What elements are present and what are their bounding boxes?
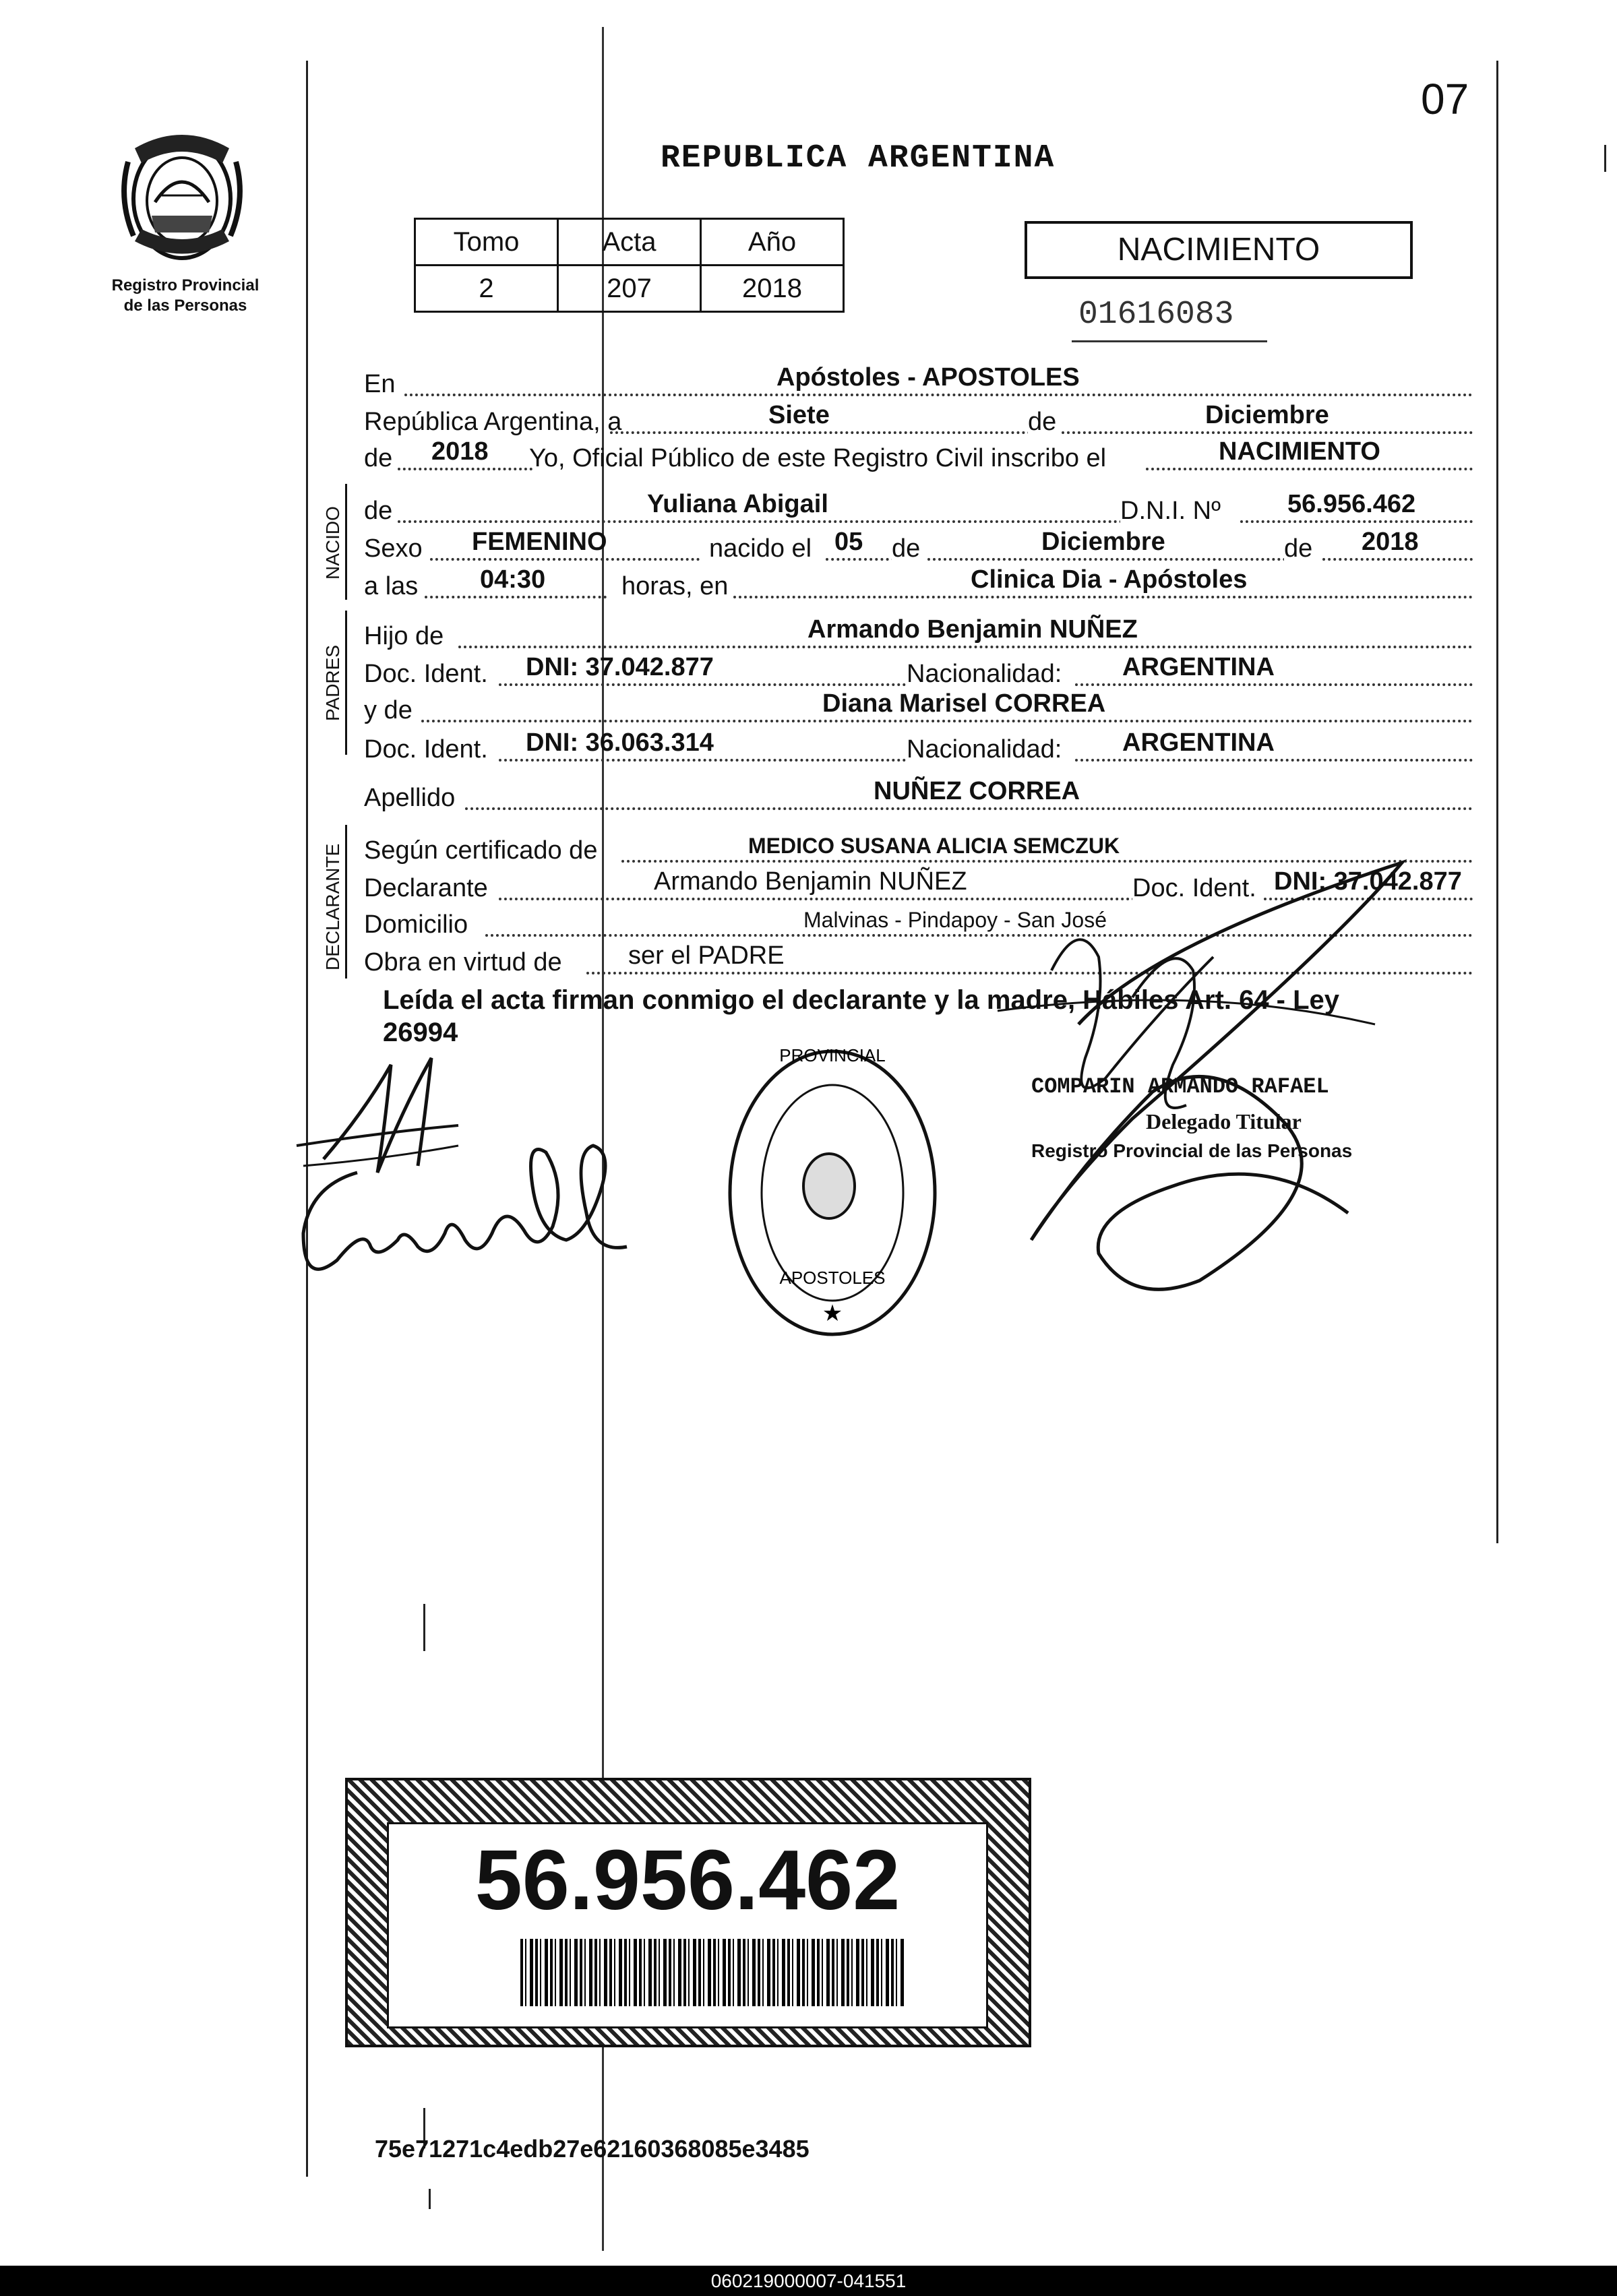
label-nacionalidad: Nacionalidad:	[907, 660, 1062, 688]
side-label-declarante: DECLARANTE	[322, 843, 343, 970]
closing-text-law: 26994	[383, 1018, 458, 1047]
value-name: Yuliana Abigail	[647, 490, 828, 518]
row-hijo	[364, 615, 1473, 654]
row-nombre	[364, 489, 1473, 528]
dots	[398, 520, 1139, 523]
seal-text-top: PROVINCIAL	[779, 1045, 886, 1065]
official-stamp-title: Delegado Titular	[1146, 1109, 1302, 1134]
serial-number: 01616083	[1078, 297, 1234, 333]
label-de2: de	[364, 444, 393, 472]
label-domicilio: Domicilio	[364, 910, 468, 939]
label-nacionalidad2: Nacionalidad:	[907, 735, 1062, 764]
nacido-bracket	[345, 484, 347, 600]
padres-bracket	[345, 611, 347, 755]
value-father: Armando Benjamin NUÑEZ	[807, 615, 1138, 644]
province-logo	[115, 121, 249, 270]
row-y-de	[364, 689, 1473, 728]
dots	[404, 394, 1473, 396]
label-sexo: Sexo	[364, 534, 423, 563]
dots	[430, 558, 700, 561]
dots	[1075, 683, 1473, 686]
page-number: 07	[1421, 75, 1469, 123]
value-father-doc: DNI: 37.042.877	[526, 653, 714, 681]
margin-tick	[1604, 145, 1606, 172]
value-inscribo: NACIMIENTO	[1219, 437, 1380, 466]
tomo-acta-anio-table	[414, 218, 845, 313]
table-value-tomo: 2	[415, 266, 558, 312]
label-de5: de	[1284, 534, 1313, 563]
dots	[425, 596, 607, 598]
label-horas-en: horas, en	[621, 572, 729, 600]
table-header-tomo: Tomo	[415, 219, 558, 266]
value-mother-nat: ARGENTINA	[1122, 728, 1275, 757]
label-dni: D.N.I. Nº	[1120, 497, 1221, 525]
row-year	[364, 437, 1473, 476]
value-domicilio: Malvinas - Pindapoy - San José	[803, 908, 1107, 932]
value-sexo: FEMENINO	[472, 528, 607, 556]
dots	[499, 759, 917, 762]
dots	[465, 807, 1473, 810]
table-value-acta: 207	[558, 266, 701, 312]
dots	[458, 646, 1473, 648]
value-father-nat: ARGENTINA	[1122, 653, 1275, 681]
document-hash: 75e71271c4edb27e62160368085e3485	[375, 2135, 810, 2163]
value-segun: MEDICO SUSANA ALICIA SEMCZUK	[748, 834, 1120, 858]
dots	[1062, 431, 1473, 434]
seal-text-bottom: APOSTOLES	[779, 1268, 886, 1288]
barcode-number: 56.956.462	[475, 1832, 901, 1927]
label-en: En	[364, 370, 396, 398]
value-month: Diciembre	[1205, 401, 1329, 429]
value-year: 2018	[431, 437, 489, 466]
table-value-anio: 2018	[701, 266, 844, 312]
serial-underline	[1072, 340, 1267, 342]
row-hora-lugar	[364, 565, 1473, 604]
value-birth-month: Diciembre	[1041, 528, 1165, 556]
barcode-bars	[520, 1939, 905, 2006]
label-de4: de	[892, 534, 921, 563]
dots	[398, 468, 532, 470]
row-sexo	[364, 527, 1473, 566]
value-en: Apóstoles - APOSTOLES	[776, 363, 1080, 392]
value-birth-year: 2018	[1362, 528, 1419, 556]
value-dni: 56.956.462	[1287, 490, 1416, 518]
barcode-panel	[387, 1822, 988, 2028]
label-de: de	[1028, 408, 1057, 436]
label-nacido-el: nacido el	[709, 534, 812, 563]
label-oficial: Yo, Oficial Público de este Registro Civil inscribo el	[529, 444, 1107, 472]
logo-caption-2: de las Personas	[123, 297, 247, 315]
official-stamp-org: Registro Provincial de las Personas	[1031, 1140, 1353, 1161]
round-official-seal	[721, 1041, 944, 1351]
value-hour: 04:30	[480, 565, 546, 594]
country-title: REPUBLICA ARGENTINA	[661, 140, 1056, 177]
row-mother-doc	[364, 728, 1473, 767]
label-apellido: Apellido	[364, 784, 456, 812]
dots	[1322, 558, 1473, 561]
official-stamp-name: COMPARIN ARMANDO RAFAEL	[1031, 1074, 1329, 1099]
dots	[421, 720, 1473, 722]
dots	[499, 683, 917, 686]
label-obra: Obra en virtud de	[364, 948, 562, 976]
closing-text: Leída el acta firman conmigo el declarante y la madre, Hábiles Art. 64 - Ley	[383, 985, 1340, 1015]
value-declarante-doc: DNI: 37.042.877	[1274, 867, 1462, 896]
svg-text:★: ★	[822, 1301, 843, 1326]
value-birth-day: 05	[834, 528, 863, 556]
margin-tick	[429, 2189, 431, 2209]
label-doc-ident: Doc. Ident.	[364, 660, 488, 688]
label-declarante: Declarante	[364, 874, 488, 902]
footer-code: 060219000007-041551	[0, 2266, 1617, 2296]
label-y-de: y de	[364, 696, 413, 724]
value-place: Clinica Dia - Apóstoles	[971, 565, 1248, 594]
row-father-doc	[364, 652, 1473, 691]
value-apellido: NUÑEZ CORREA	[874, 777, 1080, 805]
misiones-coat-of-arms-icon	[115, 121, 249, 270]
logo-caption-1: Registro Provincial	[111, 276, 260, 294]
row-republica	[364, 400, 1473, 439]
row-apellido	[364, 776, 1473, 815]
value-obra: ser el PADRE	[628, 941, 785, 970]
margin-tick	[423, 1604, 425, 1651]
dots	[610, 431, 1041, 434]
label-de3: de	[364, 497, 393, 525]
right-margin-line	[1496, 61, 1498, 1543]
side-label-padres: PADRES	[322, 644, 343, 721]
value-mother-doc: DNI: 36.063.314	[526, 728, 714, 757]
table-header-acta: Acta	[558, 219, 701, 266]
document-type-box: NACIMIENTO	[1025, 221, 1413, 279]
table-header-anio: Año	[701, 219, 844, 266]
side-label-nacido: NACIDO	[322, 506, 343, 580]
dots	[1146, 468, 1473, 470]
dots	[826, 558, 900, 561]
label-segun: Según certificado de	[364, 836, 598, 865]
label-hijo: Hijo de	[364, 622, 444, 650]
value-declarante: Armando Benjamin NUÑEZ	[654, 867, 967, 896]
label-doc-ident3: Doc. Ident.	[1132, 874, 1256, 902]
dots	[733, 596, 1473, 598]
label-republica: República Argentina, a	[364, 408, 622, 436]
dots	[927, 558, 1291, 561]
value-day: Siete	[768, 401, 830, 429]
dots	[1075, 759, 1473, 762]
dots	[1240, 520, 1473, 523]
declarante-bracket	[345, 825, 347, 979]
label-a-las: a las	[364, 572, 419, 600]
label-doc-ident2: Doc. Ident.	[364, 735, 488, 764]
value-mother: Diana Marisel CORREA	[822, 689, 1106, 718]
barcode-label	[345, 1778, 1031, 2047]
row-en	[364, 363, 1473, 402]
declarant-signature	[283, 1031, 661, 1314]
